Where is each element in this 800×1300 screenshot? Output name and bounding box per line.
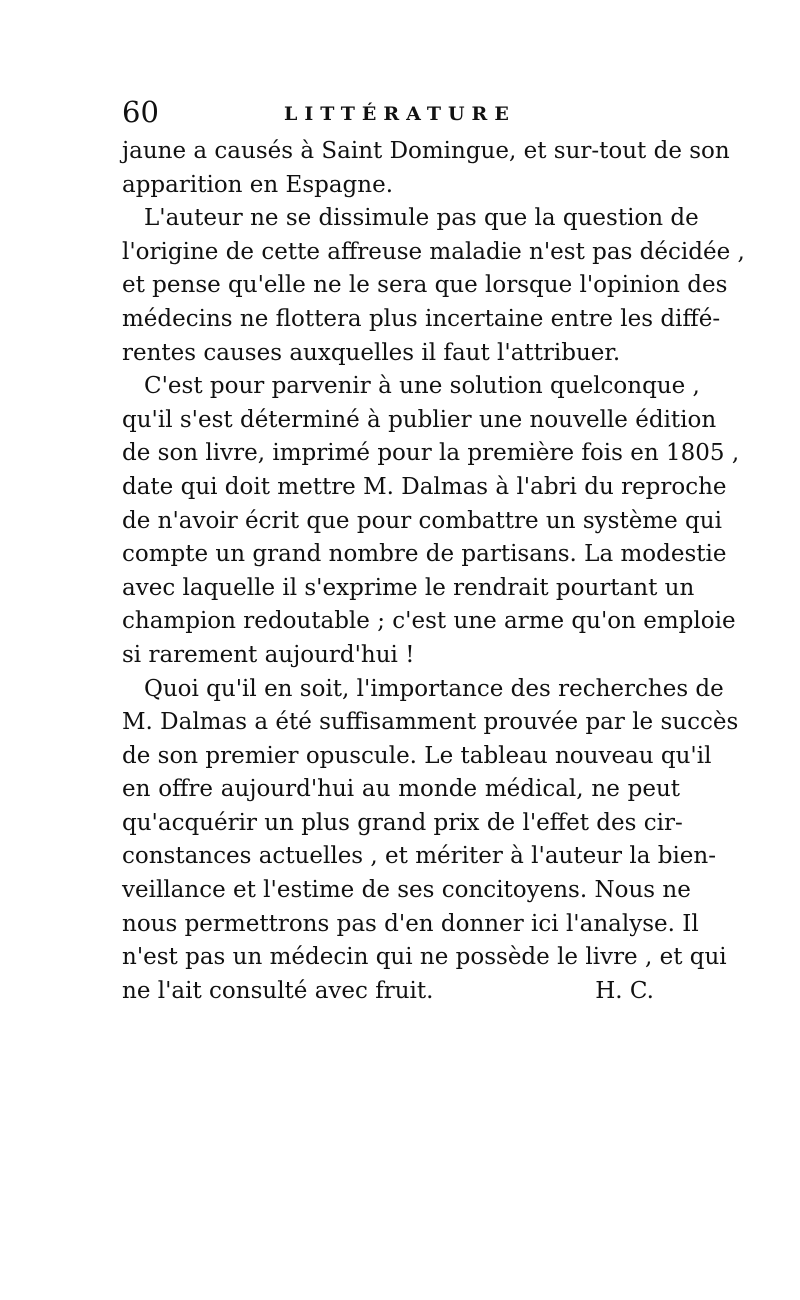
text-line: L'auteur ne se dissimule pas que la question de	[144, 205, 699, 232]
text-line: date qui doit mettre M. Dalmas à l'abri du reproche	[122, 473, 727, 500]
text-line: C'est pour parvenir à une solution quelconque ,	[144, 373, 700, 400]
text-line: si rarement aujourd'hui !	[122, 641, 415, 668]
text-line: constances actuelles , et mériter à l'auteur la bien-	[122, 843, 716, 870]
final-line	[122, 975, 654, 1009]
text-line: avec laquelle il s'exprime le rendrait pourtant un	[122, 574, 695, 601]
text-line: apparition en Espagne.	[122, 171, 394, 198]
text-line: en offre aujourd'hui au monde médical, ne peut	[122, 776, 680, 803]
text-line: compte un grand nombre de partisans. La modestie	[122, 541, 727, 568]
body-text	[122, 135, 745, 1008]
text-line: M. Dalmas a été suffisamment prouvée par le succès	[122, 709, 739, 736]
page-number: 60	[122, 95, 159, 129]
text-line: Quoi qu'il en soit, l'importance des recherches de	[144, 675, 724, 702]
running-title: LITTÉRATURE	[284, 103, 516, 125]
text-line: champion redoutable ; c'est une arme qu'on emploie	[122, 608, 736, 635]
text-line: jaune a causés à Saint Domingue, et sur-tout de son	[122, 138, 730, 164]
text-line: nous permettrons pas d'en donner ici l'analyse. Il	[122, 910, 699, 937]
text-line: de son premier opuscule. Le tableau nouveau qu'il	[122, 742, 712, 769]
text-line: qu'acquérir un plus grand prix de l'effet des cir-	[122, 809, 683, 836]
signature: H. C.	[595, 977, 654, 1004]
text-line: veillance et l'estime de ses concitoyens. Nous ne	[122, 877, 691, 904]
text-line: de son livre, imprimé pour la première fois en 1805 ,	[122, 440, 740, 467]
text-line: de n'avoir écrit que pour combattre un système qui	[122, 507, 722, 534]
text-line: qu'il s'est déterminé à publier une nouvelle édition	[122, 406, 717, 433]
text-line: l'origine de cette affreuse maladie n'est pas décidée ,	[122, 238, 745, 265]
running-head	[122, 92, 682, 132]
final-line-text: ne l'ait consulté avec fruit.	[122, 977, 434, 1004]
text-line: rentes causes auxquelles il faut l'attribuer.	[122, 339, 621, 366]
text-line: et pense qu'elle ne le sera que lorsque l'opinion des	[122, 272, 728, 299]
text-line: n'est pas un médecin qui ne possède le livre , et qui	[122, 944, 727, 971]
text-line: médecins ne flottera plus incertaine entre les diffé-	[122, 305, 721, 332]
